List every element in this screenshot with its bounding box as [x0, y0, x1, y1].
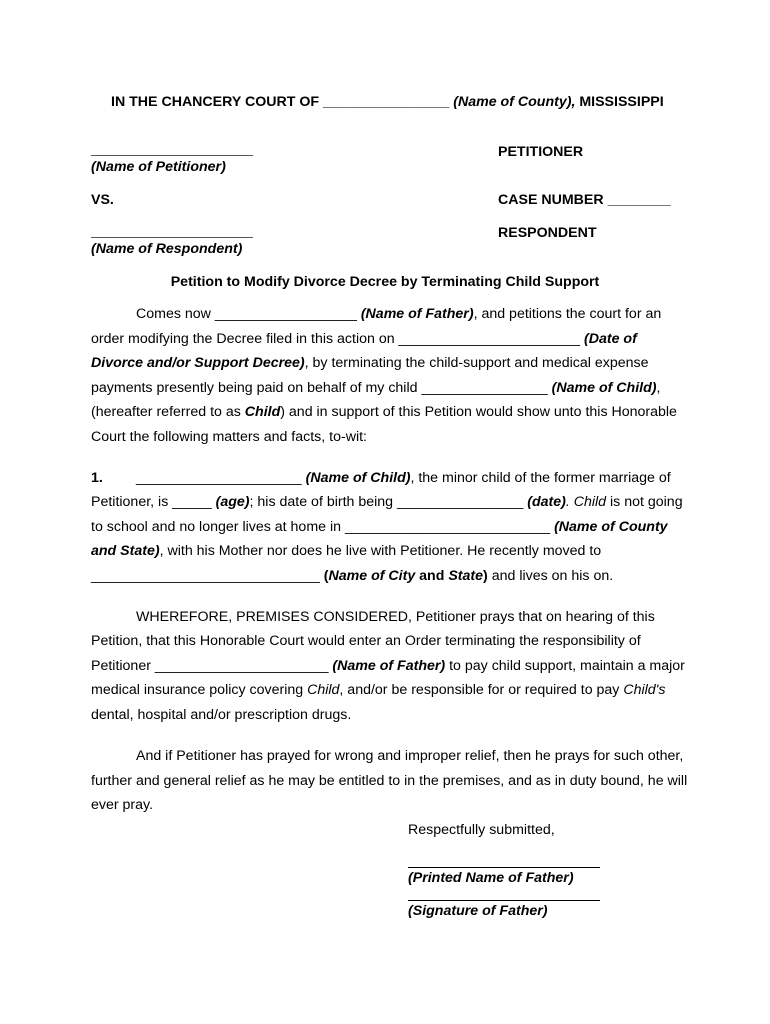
county-placeholder: (Name of County [554, 519, 668, 535]
relief-line-1: And if Petitioner has prayed for wrong and improper relief, then he prays for such other, [136, 748, 684, 764]
item1-text: is not going [606, 494, 683, 510]
and-word: and [415, 568, 449, 584]
intro-line-5 [91, 402, 677, 422]
paren-open: ( [323, 568, 329, 584]
respondent-label: RESPONDENT [498, 225, 597, 241]
wherefore-text: medical insurance policy covering [91, 682, 308, 698]
child-name-placeholder: (Name of Child) [305, 470, 411, 486]
item1-text: , with his Mother nor does he live with Petitioner. He recently moved to [159, 543, 602, 559]
court-heading [111, 94, 664, 110]
relief-line-2: further and general relief as he may be entitled to in the premises, and as in duty bound, he will [91, 773, 688, 789]
intro-text: , and petitions the court for an [473, 306, 662, 322]
item1-line-4 [91, 541, 601, 561]
age-placeholder: (age) [215, 494, 250, 510]
document-title: Petition to Modify Divorce Decree by Terminating Child Support [170, 274, 600, 290]
respondent-name-line [91, 237, 253, 238]
state-name: MISSISSIPPI [575, 94, 664, 110]
wherefore-text: Petitioner ______________________ [91, 658, 333, 674]
wherefore-line-1: WHEREFORE, PREMISES CONSIDERED, Petitioner prays that on hearing of this [136, 609, 655, 625]
petitioner-label: PETITIONER [498, 144, 584, 160]
wherefore-line-2: Petition, that this Honorable Court would enter an Order terminating the responsibility of [91, 633, 641, 649]
intro-text: , by terminating the child-support and medical expense [304, 355, 649, 371]
item1-text: and lives on his on. [487, 568, 614, 584]
closing-text: Respectfully submitted, [408, 822, 555, 838]
signature-label: (Signature of Father) [408, 903, 548, 919]
signature-line [408, 900, 600, 901]
item1-text: _____________________________ [91, 568, 324, 584]
intro-line-4 [91, 378, 660, 398]
intro-line-3 [91, 353, 649, 373]
item1-line-1 [136, 468, 671, 488]
relief-line-3: ever pray. [91, 797, 154, 813]
intro-line-6: Court the following matters and facts, to-wit: [91, 429, 367, 445]
intro-text: payments presently being paid on behalf of my child ________________ [91, 380, 552, 396]
item1-text: to school and no longer lives at home in __________________________ [91, 519, 555, 535]
child-name-placeholder: (Name of Child) [551, 380, 657, 396]
item1-text: Petitioner, is _____ [91, 494, 216, 510]
printed-name-line [408, 867, 600, 868]
wherefore-text: to pay child support, maintain a major [445, 658, 685, 674]
versus-label: VS. [91, 192, 114, 208]
wherefore-text: , and/or be responsible for or required to pay [339, 682, 624, 698]
case-number-label: CASE NUMBER ________ [498, 192, 671, 208]
item1-line-2 [91, 492, 683, 512]
item1-text: ; his date of birth being ________________ [249, 494, 528, 510]
childs-term: Child's [623, 682, 666, 698]
state-placeholder: and State) [91, 543, 160, 559]
child-term: Child [573, 494, 607, 510]
wherefore-line-4 [91, 680, 665, 700]
item1-text: _____________________ [136, 470, 306, 486]
intro-text: Comes now __________________ [136, 306, 361, 322]
item1-line-3 [91, 517, 668, 537]
state-placeholder: State [448, 568, 484, 584]
item1-line-5 [91, 566, 613, 586]
item-number: 1. [91, 470, 103, 486]
intro-text: order modifying the Decree filed in this action on _______________________ [91, 331, 584, 347]
intro-text: , [656, 380, 661, 396]
decree-date-placeholder: (Date of [583, 331, 637, 347]
court-prefix: IN THE CHANCERY COURT OF ________________ [111, 94, 454, 110]
father-placeholder: (Name of Father) [360, 306, 474, 322]
petitioner-placeholder: (Name of Petitioner) [91, 159, 226, 175]
child-term: Child [244, 404, 281, 420]
printed-name-label: (Printed Name of Father) [408, 870, 574, 886]
intro-line-1 [136, 304, 661, 324]
city-placeholder: Name of City [328, 568, 416, 584]
date-placeholder: (date) [527, 494, 566, 510]
father-placeholder: (Name of Father) [332, 658, 446, 674]
respondent-placeholder: (Name of Respondent) [91, 241, 243, 257]
decree-date-placeholder-cont: Divorce and/or Support Decree) [91, 355, 305, 371]
intro-text: ) and in support of this Petition would show unto this Honorable [280, 404, 677, 420]
county-placeholder: (Name of County), [453, 94, 576, 110]
paren-close: ) [483, 568, 488, 584]
intro-text: (hereafter referred to as [91, 404, 245, 420]
wherefore-line-3 [91, 656, 685, 676]
item1-text: . [565, 494, 574, 510]
item1-text: , the minor child of the former marriage of [410, 470, 671, 486]
intro-line-2 [91, 329, 637, 349]
wherefore-line-5: dental, hospital and/or prescription drugs. [91, 707, 352, 723]
petitioner-name-line [91, 155, 253, 156]
child-term: Child [307, 682, 340, 698]
